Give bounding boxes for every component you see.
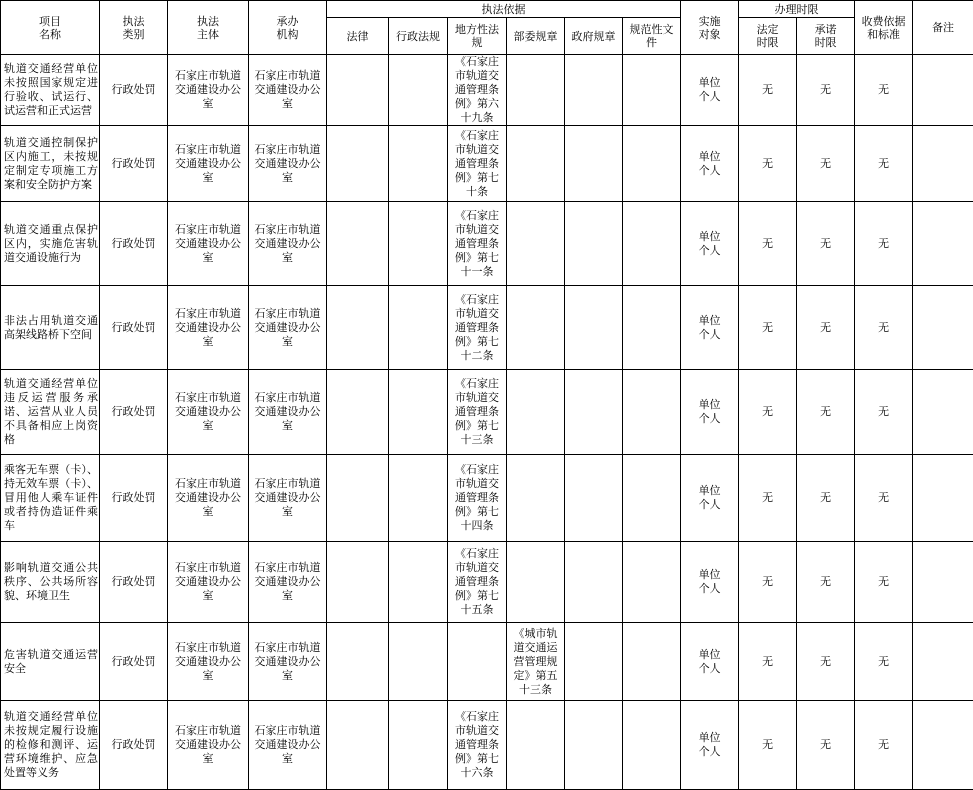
target-cell: 单位 个人 [681, 286, 739, 370]
enforce-subject-cell: 石家庄市轨道交通建设办公室 [168, 126, 249, 202]
law-cell [327, 623, 389, 701]
local-reg-cell: 《石家庄市轨道交通管理条例》第七十五条 [448, 542, 507, 623]
local-reg-cell: 《石家庄市轨道交通管理条例》第七十三条 [448, 370, 507, 455]
admin-reg-cell [389, 202, 448, 286]
fee-cell: 无 [855, 455, 913, 542]
gov-rule-cell [565, 701, 623, 790]
table-row [1, 623, 973, 701]
target-cell: 单位 个人 [681, 542, 739, 623]
undertaking-org-cell: 石家庄市轨道交通建设办公室 [249, 455, 327, 542]
promise-limit-cell: 无 [797, 370, 855, 455]
col-header-gov-rule: 政府规章 [565, 18, 623, 55]
table-row [1, 701, 973, 790]
promise-limit-cell: 无 [797, 126, 855, 202]
target-cell: 单位 个人 [681, 55, 739, 126]
table-row [1, 542, 973, 623]
local-reg-cell: 《石家庄市轨道交通管理条例》第七十六条 [448, 701, 507, 790]
admin-reg-cell [389, 126, 448, 202]
target-cell: 单位 个人 [681, 623, 739, 701]
legal-limit-cell: 无 [739, 370, 797, 455]
enforce-type-cell: 行政处罚 [100, 455, 168, 542]
enforce-type-cell: 行政处罚 [100, 286, 168, 370]
ministry-rule-cell [507, 55, 565, 126]
item-name-cell: 非法占用轨道交通高架线路桥下空间 [1, 286, 100, 370]
table-row [1, 286, 973, 370]
col-header-enforce-subject: 执法 主体 [168, 1, 249, 55]
promise-limit-cell: 无 [797, 455, 855, 542]
target-cell: 单位 个人 [681, 701, 739, 790]
law-cell [327, 455, 389, 542]
fee-cell: 无 [855, 701, 913, 790]
enforce-subject-cell: 石家庄市轨道交通建设办公室 [168, 542, 249, 623]
enforce-type-cell: 行政处罚 [100, 542, 168, 623]
item-name-cell: 乘客无车票（卡）、持无效车票（卡）、冒用他人乘车证件或者持伪造证件乘车 [1, 455, 100, 542]
promise-limit-cell: 无 [797, 623, 855, 701]
col-header-target: 实施 对象 [681, 1, 739, 55]
table-row [1, 126, 973, 202]
enforce-type-cell: 行政处罚 [100, 55, 168, 126]
admin-reg-cell [389, 623, 448, 701]
admin-reg-cell [389, 701, 448, 790]
undertaking-org-cell: 石家庄市轨道交通建设办公室 [249, 623, 327, 701]
norm-doc-cell [623, 202, 681, 286]
col-header-enforce-type: 执法 类别 [100, 1, 168, 55]
remark-cell [913, 701, 973, 790]
enforce-subject-cell: 石家庄市轨道交通建设办公室 [168, 455, 249, 542]
legal-limit-cell: 无 [739, 286, 797, 370]
col-header-admin-reg: 行政法规 [389, 18, 448, 55]
undertaking-org-cell: 石家庄市轨道交通建设办公室 [249, 286, 327, 370]
remark-cell [913, 55, 973, 126]
local-reg-cell: 《石家庄市轨道交通管理条例》第七十四条 [448, 455, 507, 542]
item-name-cell: 轨道交通控制保护区内施工，未按规定制定专项施工方案和安全防护方案 [1, 126, 100, 202]
remark-cell [913, 202, 973, 286]
table-row [1, 370, 973, 455]
col-header-time-limit: 办理时限 [739, 1, 855, 18]
gov-rule-cell [565, 455, 623, 542]
item-name-cell: 轨道交通经营单位违反运营服务承诺、运营从业人员不具备相应上岗资格 [1, 370, 100, 455]
col-header-project-name: 项目 名称 [1, 1, 100, 55]
fee-cell: 无 [855, 202, 913, 286]
enforce-subject-cell: 石家庄市轨道交通建设办公室 [168, 55, 249, 126]
header-row-1 [1, 1, 973, 18]
norm-doc-cell [623, 542, 681, 623]
fee-cell: 无 [855, 126, 913, 202]
local-reg-cell [448, 623, 507, 701]
admin-reg-cell [389, 455, 448, 542]
law-cell [327, 701, 389, 790]
enforce-type-cell: 行政处罚 [100, 623, 168, 701]
norm-doc-cell [623, 623, 681, 701]
undertaking-org-cell: 石家庄市轨道交通建设办公室 [249, 126, 327, 202]
remark-cell [913, 455, 973, 542]
remark-cell [913, 623, 973, 701]
enforce-subject-cell: 石家庄市轨道交通建设办公室 [168, 370, 249, 455]
undertaking-org-cell: 石家庄市轨道交通建设办公室 [249, 701, 327, 790]
gov-rule-cell [565, 55, 623, 126]
ministry-rule-cell [507, 126, 565, 202]
enforce-type-cell: 行政处罚 [100, 126, 168, 202]
enforce-type-cell: 行政处罚 [100, 370, 168, 455]
ministry-rule-cell [507, 542, 565, 623]
admin-reg-cell [389, 55, 448, 126]
target-cell: 单位 个人 [681, 455, 739, 542]
legal-limit-cell: 无 [739, 455, 797, 542]
law-cell [327, 286, 389, 370]
item-name-cell: 轨道交通重点保护区内，实施危害轨道交通设施行为 [1, 202, 100, 286]
enforce-subject-cell: 石家庄市轨道交通建设办公室 [168, 202, 249, 286]
fee-cell: 无 [855, 286, 913, 370]
local-reg-cell: 《石家庄市轨道交通管理条例》第七十条 [448, 126, 507, 202]
gov-rule-cell [565, 126, 623, 202]
enforce-subject-cell: 石家庄市轨道交通建设办公室 [168, 623, 249, 701]
local-reg-cell: 《石家庄市轨道交通管理条例》第七十一条 [448, 202, 507, 286]
promise-limit-cell: 无 [797, 286, 855, 370]
col-header-law: 法律 [327, 18, 389, 55]
undertaking-org-cell: 石家庄市轨道交通建设办公室 [249, 370, 327, 455]
legal-limit-cell: 无 [739, 126, 797, 202]
gov-rule-cell [565, 286, 623, 370]
col-header-remark: 备注 [913, 1, 973, 55]
legal-limit-cell: 无 [739, 623, 797, 701]
ministry-rule-cell [507, 286, 565, 370]
table-row [1, 55, 973, 126]
fee-cell: 无 [855, 542, 913, 623]
local-reg-cell: 《石家庄市轨道交通管理条例》第七十二条 [448, 286, 507, 370]
gov-rule-cell [565, 623, 623, 701]
col-header-undertaking-org: 承办 机构 [249, 1, 327, 55]
target-cell: 单位 个人 [681, 370, 739, 455]
col-header-norm-doc: 规范性文件 [623, 18, 681, 55]
law-cell [327, 55, 389, 126]
table-row [1, 202, 973, 286]
item-name-cell: 轨道交通经营单位未按规定履行设施的检修和测评、运营环境维护、应急处置等义务 [1, 701, 100, 790]
legal-limit-cell: 无 [739, 202, 797, 286]
ministry-rule-cell [507, 370, 565, 455]
fee-cell: 无 [855, 370, 913, 455]
admin-reg-cell [389, 542, 448, 623]
col-header-ministry-rule: 部委规章 [507, 18, 565, 55]
promise-limit-cell: 无 [797, 55, 855, 126]
undertaking-org-cell: 石家庄市轨道交通建设办公室 [249, 202, 327, 286]
law-cell [327, 202, 389, 286]
ministry-rule-cell [507, 701, 565, 790]
norm-doc-cell [623, 370, 681, 455]
ministry-rule-cell [507, 202, 565, 286]
col-header-fee: 收费依据 和标准 [855, 1, 913, 55]
undertaking-org-cell: 石家庄市轨道交通建设办公室 [249, 55, 327, 126]
remark-cell [913, 370, 973, 455]
norm-doc-cell [623, 55, 681, 126]
legal-limit-cell: 无 [739, 701, 797, 790]
enforce-subject-cell: 石家庄市轨道交通建设办公室 [168, 286, 249, 370]
gov-rule-cell [565, 202, 623, 286]
item-name-cell: 轨道交通经营单位未按照国家规定进行验收、试运行、试运营和正式运营 [1, 55, 100, 126]
target-cell: 单位 个人 [681, 202, 739, 286]
legal-limit-cell: 无 [739, 542, 797, 623]
admin-reg-cell [389, 286, 448, 370]
ministry-rule-cell [507, 455, 565, 542]
col-header-basis: 执法依据 [327, 1, 681, 18]
ministry-rule-cell: 《城市轨道交通运营管理规定》第五十三条 [507, 623, 565, 701]
item-name-cell: 危害轨道交通运营安全 [1, 623, 100, 701]
undertaking-org-cell: 石家庄市轨道交通建设办公室 [249, 542, 327, 623]
gov-rule-cell [565, 370, 623, 455]
col-header-promise-limit: 承诺 时限 [797, 18, 855, 55]
table-body [1, 55, 973, 790]
norm-doc-cell [623, 455, 681, 542]
norm-doc-cell [623, 126, 681, 202]
remark-cell [913, 542, 973, 623]
remark-cell [913, 126, 973, 202]
enforce-type-cell: 行政处罚 [100, 202, 168, 286]
norm-doc-cell [623, 286, 681, 370]
remark-cell [913, 286, 973, 370]
item-name-cell: 影响轨道交通公共秩序、公共场所容貌、环境卫生 [1, 542, 100, 623]
fee-cell: 无 [855, 623, 913, 701]
local-reg-cell: 《石家庄市轨道交通管理条例》第六十九条 [448, 55, 507, 126]
law-cell [327, 542, 389, 623]
norm-doc-cell [623, 701, 681, 790]
law-cell [327, 370, 389, 455]
promise-limit-cell: 无 [797, 202, 855, 286]
gov-rule-cell [565, 542, 623, 623]
table-row [1, 455, 973, 542]
fee-cell: 无 [855, 55, 913, 126]
legal-limit-cell: 无 [739, 55, 797, 126]
admin-reg-cell [389, 370, 448, 455]
promise-limit-cell: 无 [797, 542, 855, 623]
promise-limit-cell: 无 [797, 701, 855, 790]
col-header-legal-limit: 法定 时限 [739, 18, 797, 55]
col-header-local-reg: 地方性法规 [448, 18, 507, 55]
law-cell [327, 126, 389, 202]
enforce-type-cell: 行政处罚 [100, 701, 168, 790]
target-cell: 单位 个人 [681, 126, 739, 202]
enforce-subject-cell: 石家庄市轨道交通建设办公室 [168, 701, 249, 790]
